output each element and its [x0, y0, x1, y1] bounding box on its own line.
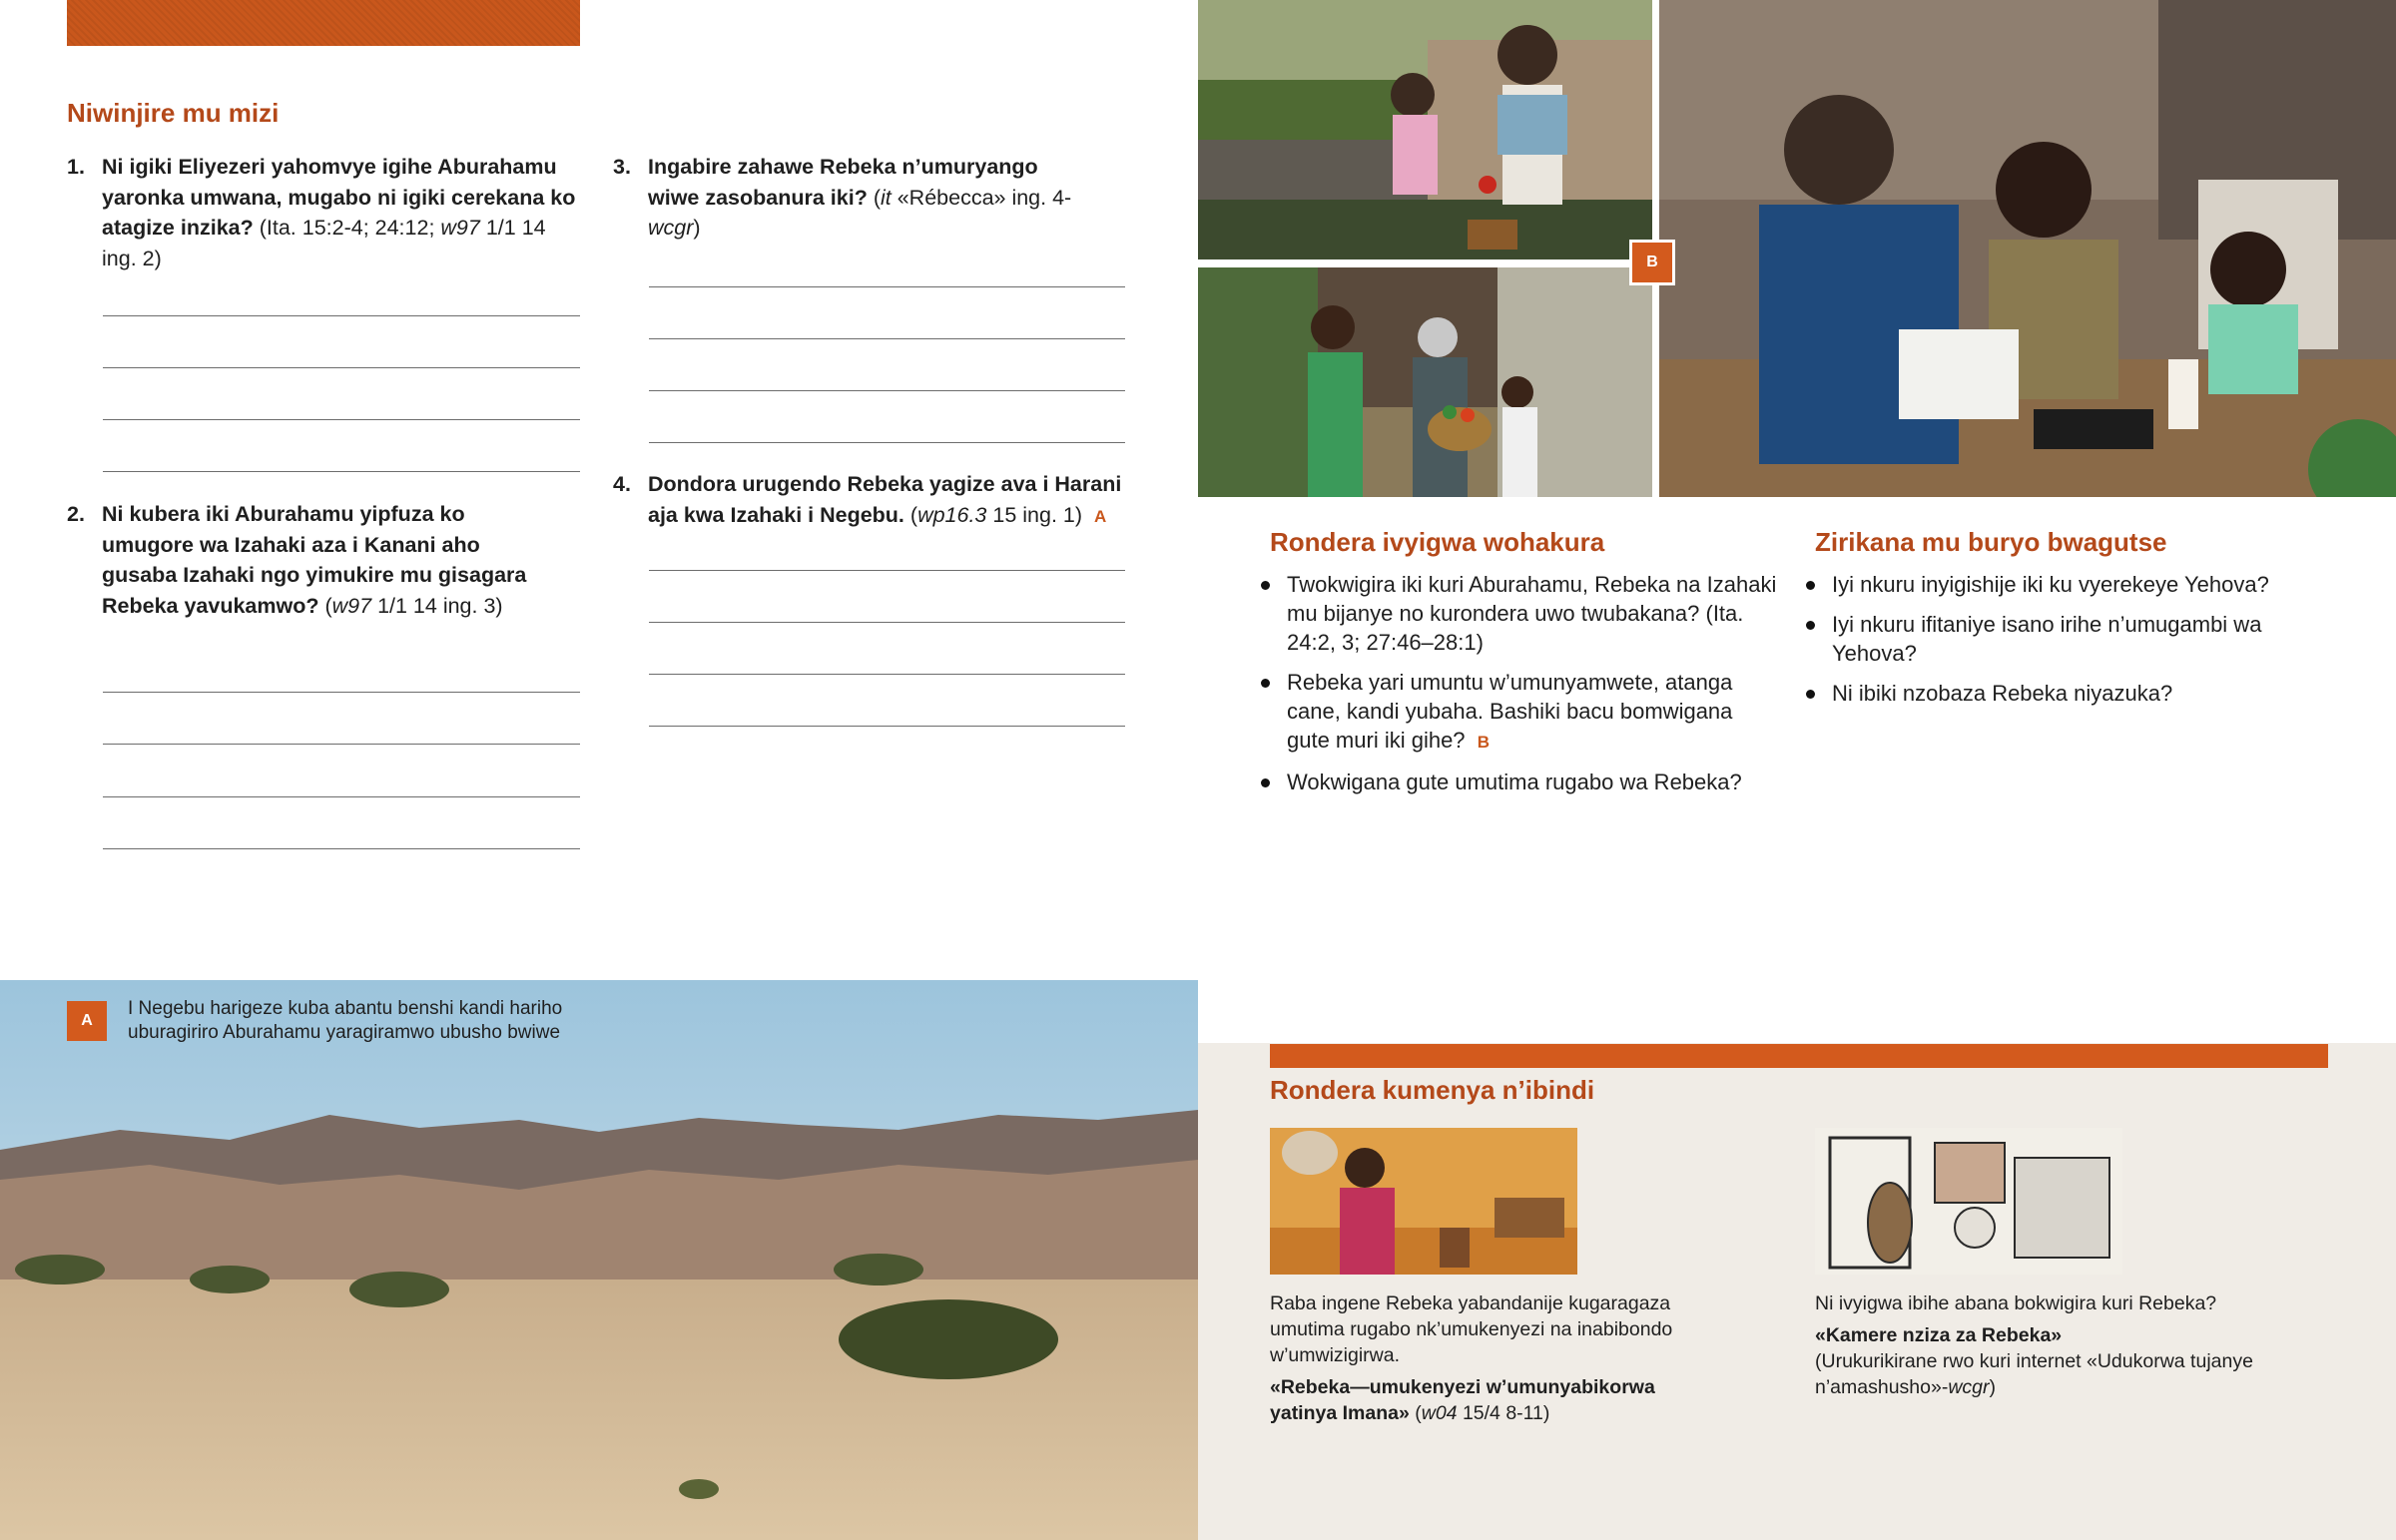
- reflection-list: [1805, 570, 2304, 719]
- list-item: Twokwigira iki kuri Aburahamu, Rebeka na Izahaki mu bijanye no kurondera uwo twubakana? (Ita. 24:2, 3; 27:46–28:1): [1260, 570, 1779, 657]
- research-header-bar: [1270, 1044, 2328, 1068]
- answer-line[interactable]: [649, 674, 1125, 675]
- thumbnail-rebekah-article[interactable]: [1270, 1128, 1577, 1275]
- thumbnail-rebekah-coloring[interactable]: [1815, 1128, 2122, 1275]
- photo-caption: I Negebu harigeze kuba abantu benshi kandi hariho uburagiriro Aburahamu yaragiramwo ubusho bwiwe: [128, 998, 563, 1043]
- section-title: Niwinjire mu mizi: [67, 98, 280, 128]
- answer-line[interactable]: [103, 744, 580, 745]
- answer-line[interactable]: [649, 338, 1125, 339]
- answer-line[interactable]: [103, 419, 580, 420]
- answer-line[interactable]: [103, 796, 580, 797]
- section-title: Rondera ivyigwa wohakura: [1270, 527, 1605, 557]
- answer-line[interactable]: [103, 315, 580, 316]
- question-3: 3. Ingabire zahawe Rebeka n’umuryango wiwe zasobanura iki? (it «Rébecca» ing. 4-wcgr): [613, 155, 1072, 240]
- photo-label-a: A: [67, 1001, 107, 1041]
- article-link[interactable]: «Rebeka—umukenyezi w’umunyabikorwa yatinya Imana»: [1270, 1376, 1655, 1424]
- research-card-2: Ni ivyigwa ibihe abana bokwigira kuri Rebeka? «Kamere nziza za Rebeka» (Urukurikirane rwo kuri internet «Udukorwa tujanye n’amashusho»-wcgr): [1815, 1292, 2253, 1398]
- activity-link[interactable]: «Kamere nziza za Rebeka»: [1815, 1324, 2063, 1346]
- photo-girl-mother-garden: [1198, 0, 1652, 259]
- section-title: Rondera kumenya n’ibindi: [1270, 1075, 1595, 1105]
- list-item: Iyi nkuru inyigishije iki ku vyerekeye Yehova?: [1805, 570, 2304, 599]
- photo-reference-marker[interactable]: A: [1093, 506, 1107, 526]
- answer-line[interactable]: [649, 622, 1125, 623]
- list-item: Wokwigana gute umutima rugabo wa Rebeka?: [1260, 768, 1779, 796]
- question-4: 4. Dondora urugendo Rebeka yagize ava i Harani aja kwa Izahaki i Negebu. (wp16.3 15 ing. 1) A: [613, 472, 1122, 527]
- list-item: Iyi nkuru ifitaniye isano irihe n’umugambi wa Yehova?: [1805, 610, 2304, 668]
- answer-line[interactable]: [103, 367, 580, 368]
- answer-line[interactable]: [649, 442, 1125, 443]
- answer-line[interactable]: [103, 692, 580, 693]
- answer-line[interactable]: [649, 286, 1125, 287]
- discussion-list: [1260, 570, 1779, 807]
- answer-line[interactable]: [103, 471, 580, 472]
- section-title: Zirikana mu buryo bwagutse: [1815, 527, 2167, 557]
- question-1: 1. Ni igiki Eliyezeri yahomvye igihe Aburahamu yaronka umwana, mugabo ni igiki cerekana ko atagize inzika? (Ita. 15:2-4; 24:12; w97 1/1 14 ing. 2): [67, 155, 576, 270]
- decorative-orange-band: [67, 0, 580, 46]
- photo-label-b: B: [1629, 240, 1675, 285]
- question-2: 2. Ni kubera iki Aburahamu yipfuza ko umugore wa Izahaki aza i Kanani aho gusaba Izahaki ngo yimukire mu gisagara Rebeka yavukamwo? (w97 1/1 14 ing. 3): [67, 502, 527, 618]
- answer-line[interactable]: [649, 390, 1125, 391]
- answer-line[interactable]: [103, 848, 580, 849]
- photo-women-sharing-vegetables: [1198, 267, 1652, 497]
- research-card-1: Raba ingene Rebeka yabandanije kugaragaza umutima rugabo nk’umukenyezi na inabibondo w’umwizigirwa. «Rebeka—umukenyezi w’umunyabikorwa yatinya Imana» (w04 15/4 8-11): [1270, 1292, 1673, 1424]
- list-item: Ni ibiki nzobaza Rebeka niyazuka?: [1805, 679, 2304, 708]
- photo-reference-marker[interactable]: B: [1477, 733, 1491, 752]
- photo-negev-desert: [0, 980, 1198, 1540]
- photo-family-studying-table: [1659, 0, 2396, 497]
- answer-line[interactable]: [649, 570, 1125, 571]
- list-item: Rebeka yari umuntu w’umunyamwete, atanga cane, kandi yubaha. Bashiki bacu bomwigana gute muri iki gihe? B: [1260, 668, 1779, 757]
- answer-line[interactable]: [649, 726, 1125, 727]
